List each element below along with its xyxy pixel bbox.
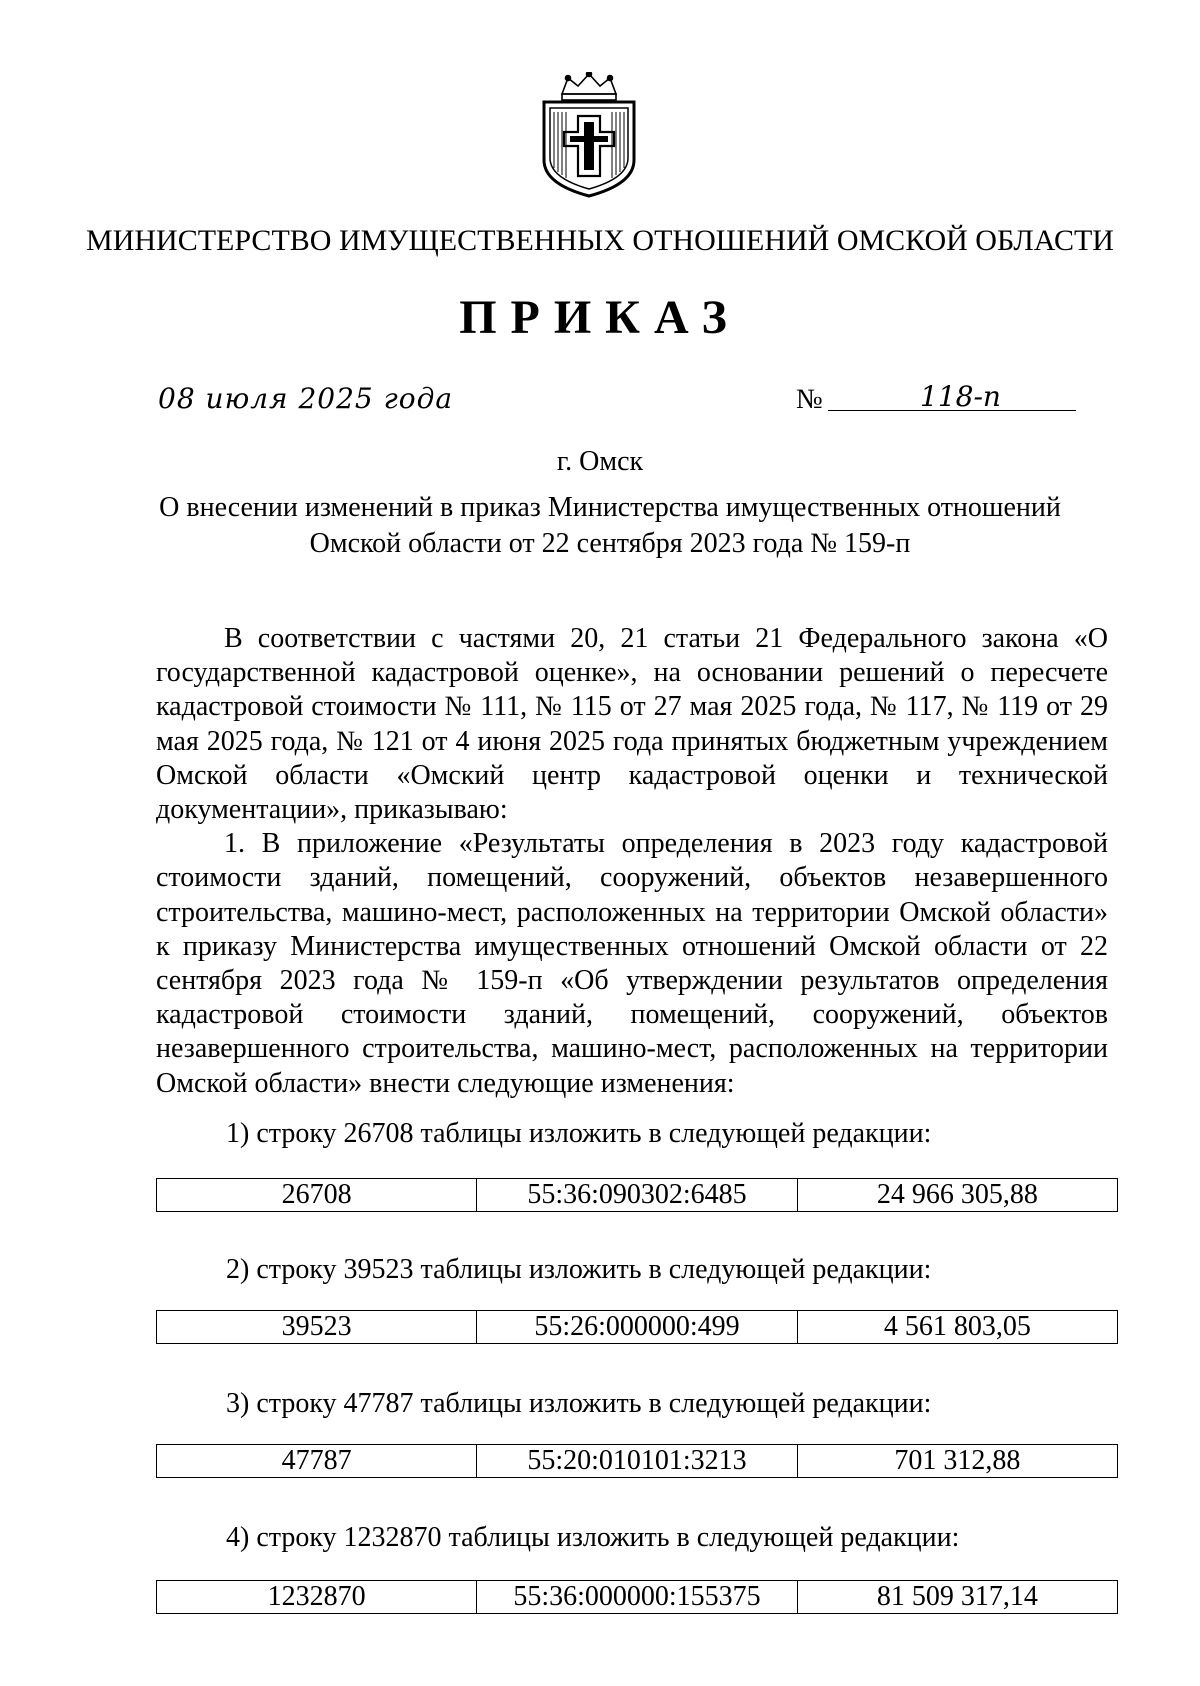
cadastral-number-cell: 55:26:000000:499 xyxy=(477,1311,797,1343)
ministry-name: МИНИСТЕРСТВО ИМУЩЕСТВЕННЫХ ОТНОШЕНИЙ ОМСКОЙ ОБЛАСТИ xyxy=(86,224,1114,257)
order-number-block xyxy=(796,380,1076,420)
cadastral-number-cell: 55:20:010101:3213 xyxy=(477,1445,797,1477)
cadastral-number-cell: 55:36:000000:155375 xyxy=(477,1581,797,1613)
subject-line-1: О внесении изменений в приказ Министерства имущественных отношений xyxy=(159,492,1061,523)
replacement-row-table xyxy=(156,1580,1118,1614)
row-number-cell: 1232870 xyxy=(157,1581,477,1613)
document-type-title: ПРИКАЗ xyxy=(459,291,741,344)
amendment-label: 4) строку 1232870 таблицы изложить в следующей редакции: xyxy=(226,1522,960,1553)
cadastral-value-cell: 701 312,88 xyxy=(894,1445,1021,1476)
order-body xyxy=(156,622,1108,1101)
amendment-label: 1) строку 26708 таблицы изложить в следующей редакции: xyxy=(226,1118,932,1149)
cadastral-number-cell: 55:36:090302:6485 xyxy=(477,1179,797,1211)
handwritten-date: 08 июля 2025 года xyxy=(158,382,454,415)
cadastral-value-cell: 24 966 305,88 xyxy=(876,1179,1038,1210)
amendment-label: 3) строку 47787 таблицы изложить в следующей редакции: xyxy=(226,1388,932,1419)
row-number-cell: 39523 xyxy=(157,1311,477,1343)
row-number-cell: 47787 xyxy=(157,1445,477,1477)
number-sign: № xyxy=(796,384,823,415)
subject-line-2: Омской области от 22 сентября 2023 года № 159-п xyxy=(309,528,911,559)
handwritten-order-number: 118-п xyxy=(920,380,1001,413)
row-number-cell: 26708 xyxy=(157,1179,477,1211)
replacement-row-table xyxy=(156,1444,1118,1478)
item-1-paragraph: 1. В приложение «Результаты определения в 2023 году кадастровой стоимости зданий, помещений, сооружений, объектов незавершенного строительства, машино-мест, расположенных на территории Омской области» к приказу Министерства имущественных отношений Омской области от 22 сентября 2023 года № 159-п «Об утверждении результатов определения кадастровой стоимости зданий, помещений, сооружений, объектов незавершенного строительства, машино-мест, расположенных на территории Омской области» внести следующие изменения: xyxy=(156,828,1108,1099)
cadastral-value-cell: 4 561 803,05 xyxy=(883,1311,1031,1342)
city-name: г. Омск xyxy=(556,446,644,477)
replacement-row-table xyxy=(156,1310,1118,1344)
order-subject xyxy=(140,490,1080,562)
coat-of-arms-icon xyxy=(538,72,640,198)
cadastral-value-cell: 81 509 317,14 xyxy=(876,1581,1038,1612)
preamble-paragraph: В соответствии с частями 20, 21 статьи 21 Федерального закона «О государственной кадастровой оценке», на основании решений о пересчете кадастровой стоимости № 111, № 115 от 27 мая 2025 года, № 117, № 119 от 29 мая 2025 года, № 121 от 4 июня 2025 года принятых бюджетным учреждением Омской области «Омский центр кадастровой оценки и технической документации», приказываю: xyxy=(156,623,1108,826)
replacement-row-table xyxy=(156,1178,1118,1212)
amendment-label: 2) строку 39523 таблицы изложить в следующей редакции: xyxy=(226,1254,932,1285)
